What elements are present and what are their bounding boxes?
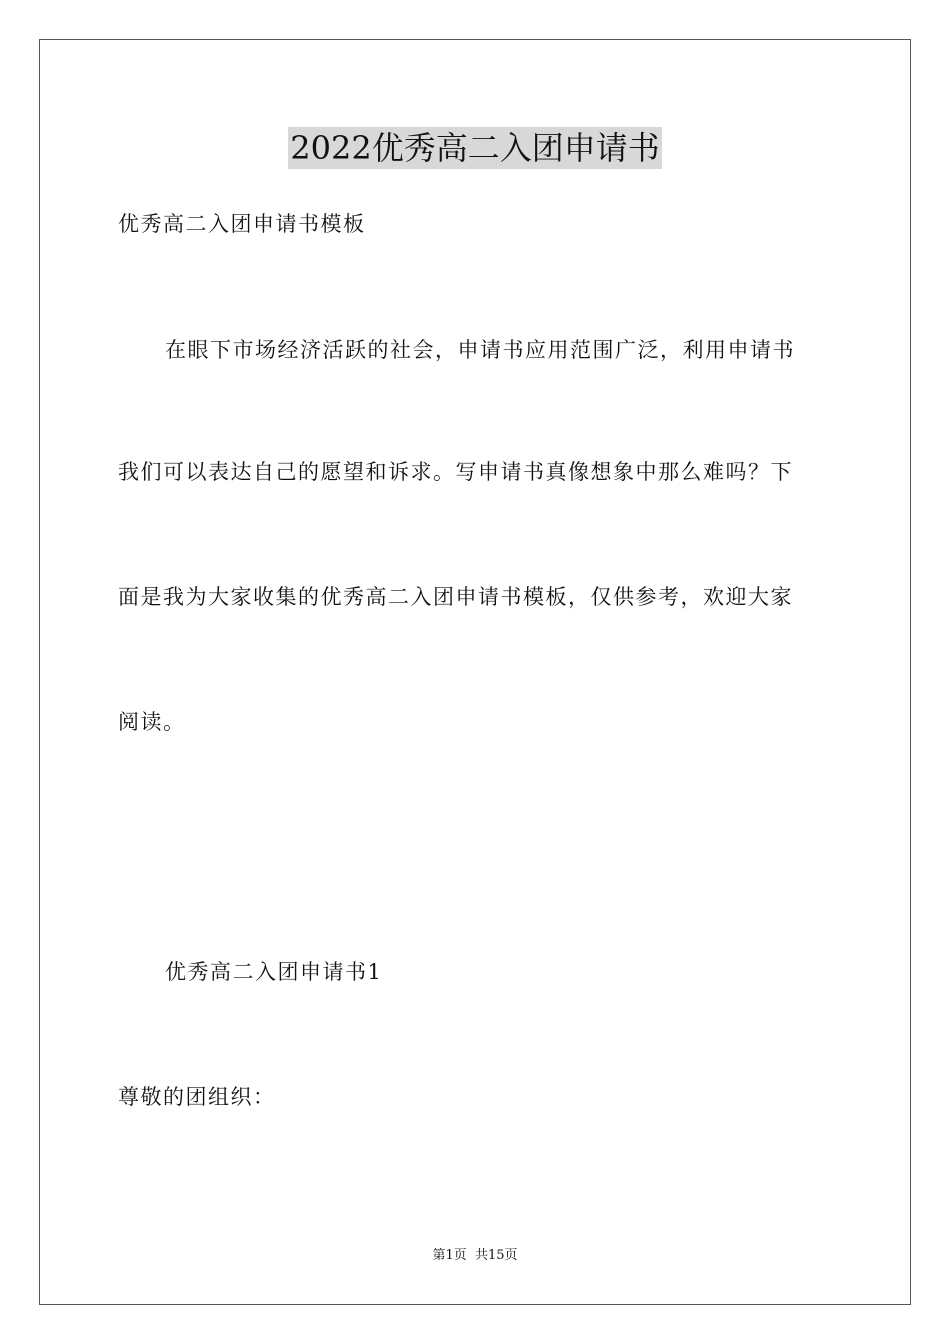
paragraph-line-3: 面是我为大家收集的优秀高二入团申请书模板，仅供参考，欢迎大家 xyxy=(118,585,793,609)
document-title: 2022优秀高二入团申请书 xyxy=(290,129,660,167)
total-pages: 共15页 xyxy=(474,1248,518,1263)
section-heading: 优秀高二入团申请书1 xyxy=(165,960,383,984)
title-container xyxy=(0,127,950,169)
page-footer xyxy=(0,1247,950,1265)
subtitle: 优秀高二入团申请书模板 xyxy=(118,212,366,236)
page-number: 第1页 xyxy=(432,1248,467,1263)
paragraph-line-1: 在眼下市场经济活跃的社会，申请书应用范围广泛，利用申请书 xyxy=(165,338,795,362)
paragraph-line-2: 我们可以表达自己的愿望和诉求。写申请书真像想象中那么难吗？下 xyxy=(118,460,793,484)
salutation: 尊敬的团组织： xyxy=(118,1085,276,1109)
paragraph-line-4: 阅读。 xyxy=(118,710,186,734)
